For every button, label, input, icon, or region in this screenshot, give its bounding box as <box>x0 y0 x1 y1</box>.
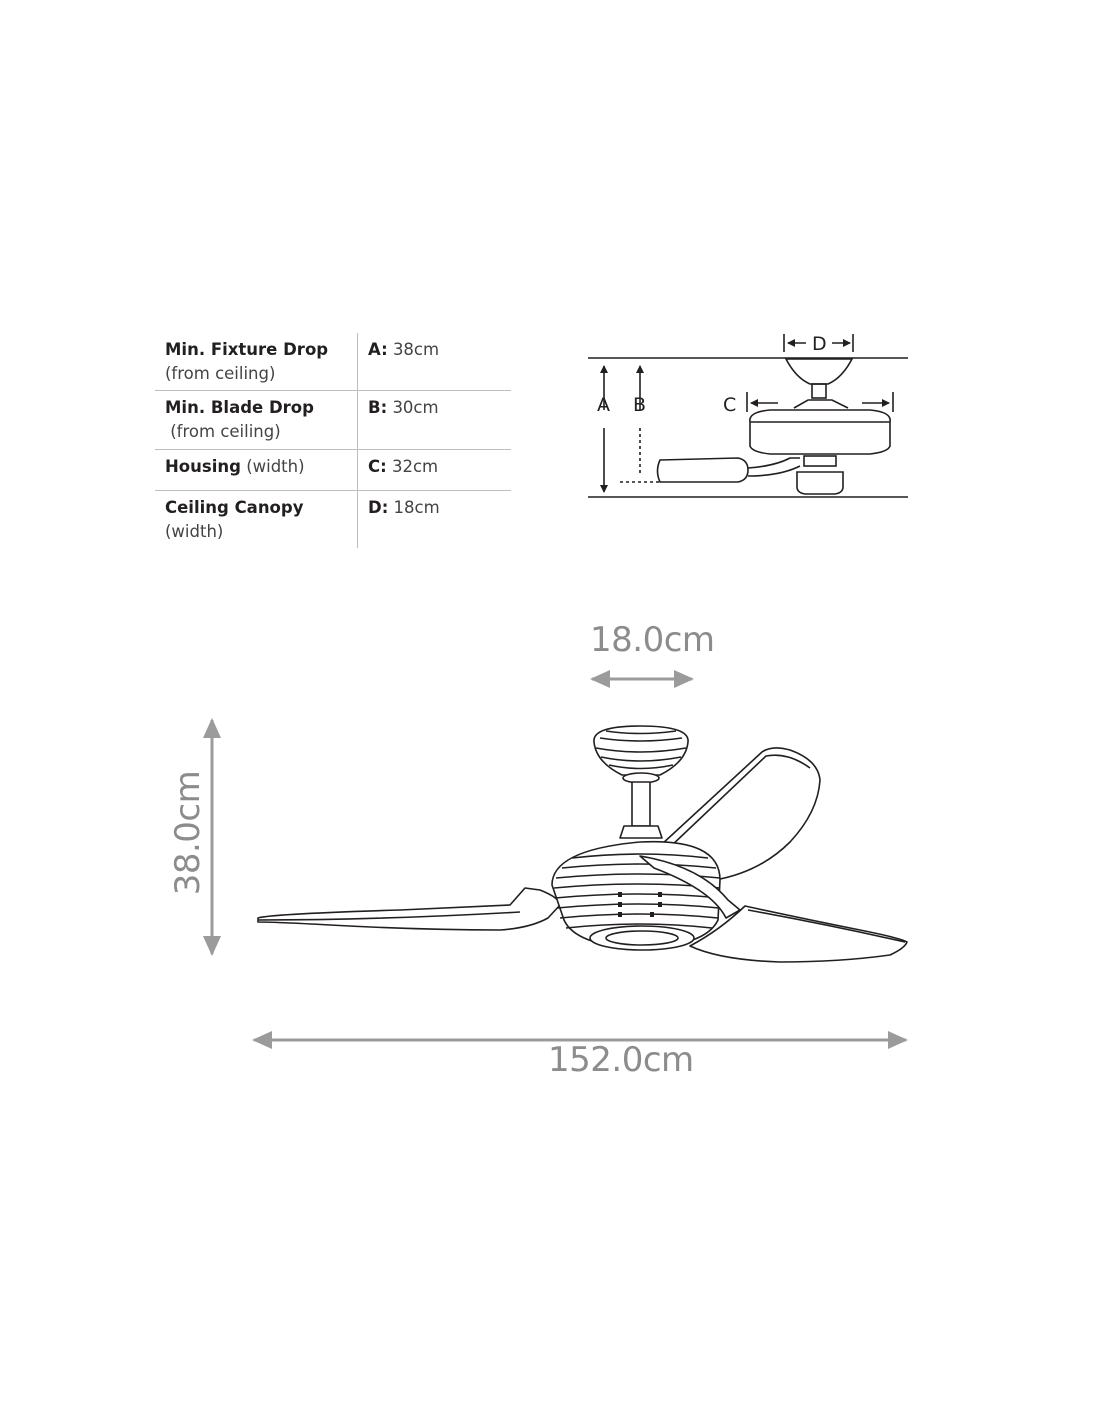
spec-key: A: <box>368 340 388 359</box>
label-b: B <box>633 394 647 416</box>
mini-light-kit <box>797 472 843 494</box>
fixture-drop-label: 38.0cm <box>168 770 208 896</box>
spec-row-housing <box>155 450 511 491</box>
label-d: D <box>812 333 827 355</box>
spec-value: 38cm <box>392 340 440 359</box>
spec-row-fixture-drop <box>155 333 511 391</box>
canopy-width-label: 18.0cm <box>590 620 715 660</box>
spec-key: B: <box>368 398 388 417</box>
label-c: C <box>723 394 737 416</box>
mini-canopy <box>786 359 852 384</box>
spec-sublabel: (from ceiling) <box>165 422 281 441</box>
mini-downrod <box>812 384 826 398</box>
fan-blade-left <box>258 888 560 930</box>
spec-label: Min. Blade Drop <box>165 398 314 417</box>
spec-row-canopy <box>155 491 511 548</box>
blade-span-label: 152.0cm <box>548 1040 694 1080</box>
spec-value: 32cm <box>391 457 439 476</box>
fan-downrod <box>632 782 650 826</box>
fan-dimension-drawing <box>150 610 930 1080</box>
spec-label: Min. Fixture Drop <box>165 340 329 359</box>
spec-value: 18cm <box>393 498 440 517</box>
schematic-diagram <box>585 328 915 508</box>
spec-label: Housing <box>165 457 241 476</box>
spec-label: Ceiling Canopy <box>165 498 304 517</box>
label-a: A <box>597 394 610 416</box>
fan-blade-lower <box>690 906 907 962</box>
spec-value: 30cm <box>392 398 439 417</box>
spec-sublabel: (width) <box>246 457 305 476</box>
spec-sublabel: (from ceiling) <box>165 364 276 383</box>
mini-housing-top <box>794 400 848 408</box>
spec-table <box>155 333 511 548</box>
spec-key: C: <box>368 457 387 476</box>
spec-key: D: <box>368 498 389 517</box>
mini-blade <box>658 458 749 482</box>
spec-row-blade-drop <box>155 391 511 450</box>
mini-housing <box>750 410 890 454</box>
spec-sublabel: (width) <box>165 522 224 541</box>
